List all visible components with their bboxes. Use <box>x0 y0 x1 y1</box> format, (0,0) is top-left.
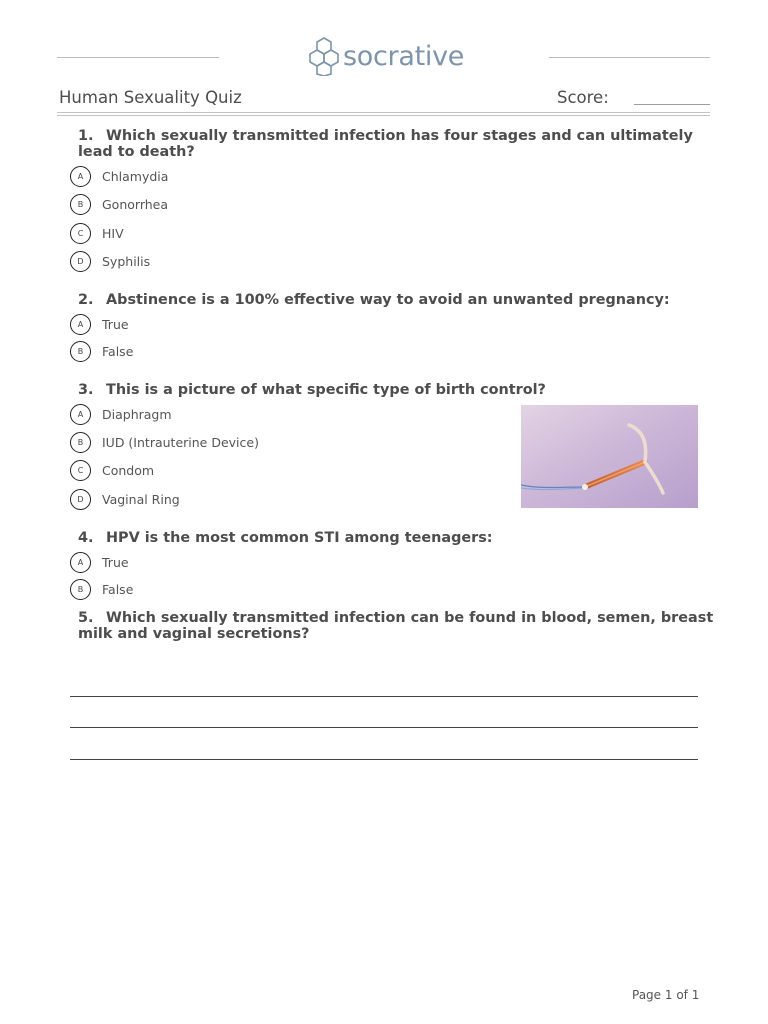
q3-option-a[interactable] <box>70 402 172 426</box>
q4-option-b[interactable] <box>70 577 133 601</box>
answer-bubble[interactable]: A <box>70 404 91 425</box>
question-3 <box>78 382 718 398</box>
answer-bubble[interactable]: B <box>70 579 91 600</box>
question-number: 5. <box>78 610 94 626</box>
question-2 <box>78 292 718 308</box>
quiz-title: Human Sexuality Quiz <box>59 88 242 107</box>
page-number: Page 1 of 1 <box>632 988 700 1002</box>
option-text: Vaginal Ring <box>102 491 180 507</box>
answer-line[interactable] <box>70 696 698 697</box>
q3-option-b[interactable] <box>70 430 259 454</box>
header-rule-right <box>549 57 710 58</box>
answer-bubble[interactable]: A <box>70 552 91 573</box>
answer-bubble[interactable]: D <box>70 489 91 510</box>
q3-option-d[interactable] <box>70 487 180 511</box>
iud-photo <box>521 405 698 508</box>
logo-text: socrative <box>343 40 465 72</box>
answer-line[interactable] <box>70 759 698 760</box>
question-5 <box>78 610 718 642</box>
hexagon-logo-icon <box>307 36 341 76</box>
option-text: Diaphragm <box>102 406 172 422</box>
q1-option-a[interactable] <box>70 164 168 188</box>
option-text: Chlamydia <box>102 168 169 184</box>
option-text: Condom <box>102 462 155 478</box>
q1-option-d[interactable] <box>70 249 150 273</box>
answer-bubble[interactable]: B <box>70 341 91 362</box>
answer-bubble[interactable]: B <box>70 432 91 453</box>
question-text: Which sexually transmitted infection has four stages and can ultimately lead to death? <box>78 128 693 160</box>
question-text: HPV is the most common STI among teenagers: <box>106 530 493 546</box>
option-text: Syphilis <box>102 253 151 269</box>
title-rule-2 <box>57 115 710 116</box>
question-number: 3. <box>78 382 94 398</box>
q2-option-a[interactable] <box>70 312 129 336</box>
q2-option-b[interactable] <box>70 339 133 363</box>
score-line <box>634 104 710 105</box>
option-text: Gonorrhea <box>102 196 169 212</box>
q3-option-c[interactable] <box>70 458 154 482</box>
q1-option-c[interactable] <box>70 221 124 245</box>
answer-bubble[interactable]: D <box>70 251 91 272</box>
score-label: Score: <box>557 88 609 107</box>
question-text: Which sexually transmitted infection can be found in blood, semen, breast milk and vaginal secretions? <box>78 610 714 642</box>
socrative-logo <box>307 36 464 76</box>
q4-option-a[interactable] <box>70 550 129 574</box>
question-number: 2. <box>78 292 94 308</box>
q1-option-b[interactable] <box>70 192 168 216</box>
question-text: This is a picture of what specific type of birth control? <box>106 382 546 398</box>
question-4 <box>78 530 718 546</box>
option-text: IUD (Intrauterine Device) <box>102 434 259 450</box>
option-text: HIV <box>102 225 124 241</box>
option-text: True <box>102 316 129 332</box>
question-number: 1. <box>78 128 94 144</box>
answer-bubble[interactable]: A <box>70 166 91 187</box>
answer-bubble[interactable]: B <box>70 194 91 215</box>
question-text: Abstinence is a 100% effective way to avoid an unwanted pregnancy: <box>106 292 670 308</box>
question-number: 4. <box>78 530 94 546</box>
question-1 <box>78 128 718 160</box>
option-text: True <box>102 554 129 570</box>
header-rule-left <box>57 57 219 58</box>
answer-line[interactable] <box>70 727 698 728</box>
answer-bubble[interactable]: C <box>70 223 91 244</box>
option-text: False <box>102 343 134 359</box>
answer-bubble[interactable]: A <box>70 314 91 335</box>
option-text: False <box>102 581 134 597</box>
title-rule-1 <box>57 112 710 113</box>
answer-bubble[interactable]: C <box>70 460 91 481</box>
